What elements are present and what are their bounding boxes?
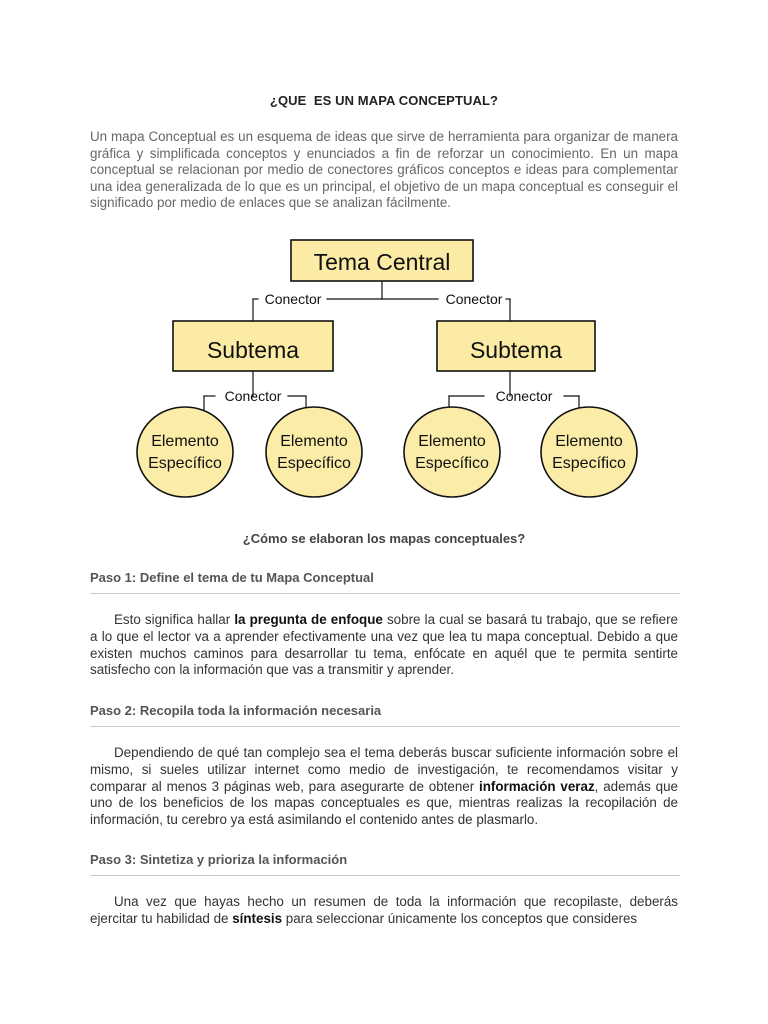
step-1-bold: la pregunta de enfoque [234, 612, 383, 627]
top-connector-label: Conector [264, 291, 322, 307]
central-topic-node [291, 240, 473, 281]
step-3-heading: Paso 3: Sintetiza y prioriza la información [90, 852, 680, 876]
intro-paragraph: Un mapa Conceptual es un esquema de ideas que sirve de herramienta para organizar de manera gráfica y simplificada conceptos y enunciados a fin de reforzar un conocimiento. En un mapa conceptual se relacionan por medio de conectores gráficos conceptos e ideas para complementar una idea generalizada de lo que es un principal, el objetivo de un mapa conceptual es conseguir el significado por medio de enlaces que se analizan fácilmente. [90, 129, 678, 210]
step-2-bold: información veraz [478, 778, 595, 794]
element-node [404, 407, 500, 497]
concept-map-diagram [128, 232, 640, 508]
step-1-heading: Paso 1: Define el tema de tu Mapa Conceptual [90, 570, 680, 594]
element-label-line1: Elemento [418, 433, 486, 450]
section-subtitle: ¿Cómo se elaboran los mapas conceptuales? [242, 531, 526, 546]
step-2-heading: Paso 2: Recopila toda la información necesaria [90, 703, 680, 727]
element-label-line1: Elemento [555, 433, 623, 450]
subtopic-label: Subtema [206, 337, 300, 363]
element-label-line2: Específico [552, 455, 626, 472]
element-node [266, 407, 362, 497]
step-3-paragraph: Una vez que hayas hecho un resumen de toda la información que recopilaste, deberás ejercitar tu habilidad de síntesis para seleccionar únicamente los conceptos que consideres [90, 894, 678, 926]
element-label-line1: Elemento [280, 433, 348, 450]
subtopic-node [173, 321, 333, 371]
element-label-line2: Específico [148, 455, 222, 472]
sub-connector-label: Conector [224, 388, 282, 404]
sub-connector-label: Conector [495, 388, 553, 404]
step-1-paragraph: Esto significa hallar la pregunta de enfoque sobre la cual se basará tu trabajo, que se refiere a lo que el lector va a aprender efectivamente una vez que lea tu mapa conceptual. Debido a que existen muchos caminos para desarrollar tu tema, enfócate en aquél que te permita sentirte satisfecho con la información que vas a transmitir y aprender. [90, 612, 678, 678]
element-node [541, 407, 637, 497]
element-label-line2: Específico [277, 455, 351, 472]
top-connector-label: Conector [445, 291, 503, 307]
central-topic-label: Tema Central [313, 249, 451, 275]
element-node [137, 407, 233, 497]
page-title: ¿QUE ES UN MAPA CONCEPTUAL? [269, 93, 499, 108]
element-label-line2: Específico [415, 455, 489, 472]
element-label-line1: Elemento [151, 433, 219, 450]
subtopic-node [437, 321, 595, 371]
subtopic-label: Subtema [469, 337, 563, 363]
step-3-bold: síntesis [232, 910, 283, 926]
step-2-paragraph: Dependiendo de qué tan complejo sea el tema deberás buscar suficiente información sobre el mismo, si sueles utilizar internet como medio de investigación, te recomendamos visitar y comparar al menos 3 páginas web, para asegurarte de obtener información veraz, además que uno de los beneficios de los mapas conceptuales es que, mientras realizas la recopilación de información, tu cerebro ya está asimilando el contenido antes de plasmarlo. [90, 745, 678, 828]
